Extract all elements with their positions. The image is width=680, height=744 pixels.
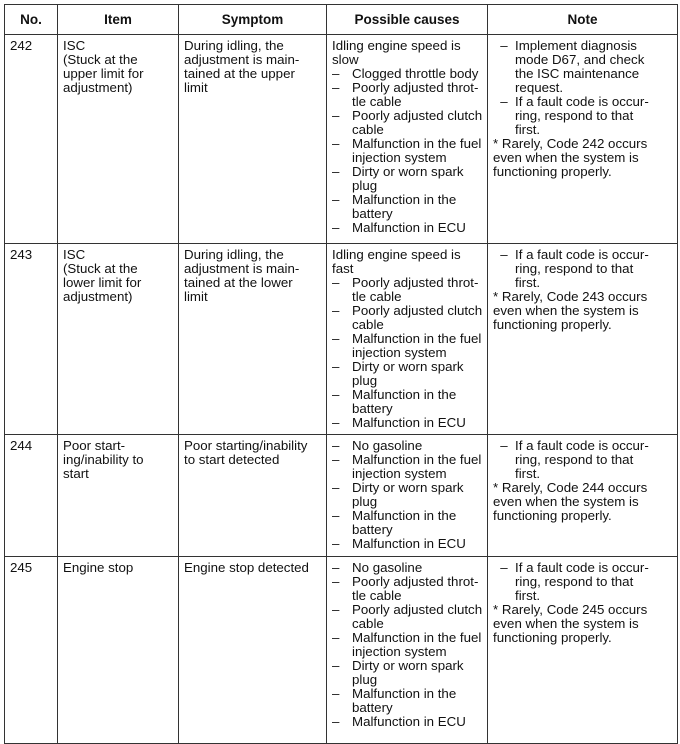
dash-bullet: – <box>500 38 508 53</box>
code-number: 244 <box>5 435 58 557</box>
cause-item <box>332 659 483 687</box>
item-line: Engine stop <box>63 560 134 575</box>
cause-item-line: Malfunction in the fuel <box>352 452 482 467</box>
item-line: adjustment) <box>63 289 133 304</box>
header-possible-causes: Possible causes <box>327 5 488 35</box>
dash-bullet: – <box>500 94 508 109</box>
dash-bullet: – <box>332 164 340 179</box>
cause-item-text <box>352 659 483 687</box>
cause-item-line: Malfunction in ECU <box>352 415 466 430</box>
item-line: lower limit for <box>63 275 142 290</box>
cause-item-line: cable <box>352 616 384 631</box>
dash-bullet: – <box>332 192 340 207</box>
cause-item <box>332 416 483 430</box>
note-item-line: first. <box>515 275 541 290</box>
cause-item-text <box>352 416 483 430</box>
symptom-line: limit <box>184 289 208 304</box>
cause-item-line: No gasoline <box>352 560 423 575</box>
note-cell <box>488 244 678 435</box>
note-star-line: * Rarely, Code 243 occurs <box>493 289 648 304</box>
note-item-line: If a fault code is occur- <box>515 560 649 575</box>
cause-item-line: Malfunction in ECU <box>352 220 466 235</box>
note-item-text <box>515 95 673 137</box>
cause-item <box>332 453 483 481</box>
item-line: ISC <box>63 38 86 53</box>
table-row <box>5 435 678 557</box>
cause-item <box>332 360 483 388</box>
symptom-line: to start detected <box>184 452 280 467</box>
note-item-line: first. <box>515 122 541 137</box>
cause-item-text <box>352 388 483 416</box>
note-star-line: even when the system is <box>493 303 639 318</box>
note-item-line: first. <box>515 466 541 481</box>
header-row <box>5 5 678 35</box>
table-row <box>5 35 678 244</box>
symptom-cell <box>179 244 327 435</box>
symptom-line: tained at the upper <box>184 66 295 81</box>
note-star-line: * Rarely, Code 244 occurs <box>493 480 648 495</box>
cause-item-line: injection system <box>352 150 447 165</box>
cause-item-line: battery <box>352 700 393 715</box>
dash-bullet: – <box>332 658 340 673</box>
cause-item-line: No gasoline <box>352 438 423 453</box>
cause-item-line: Dirty or worn spark <box>352 359 464 374</box>
note-cell <box>488 557 678 744</box>
cause-item <box>332 388 483 416</box>
symptom-cell <box>179 35 327 244</box>
cause-item <box>332 631 483 659</box>
cause-item-line: Dirty or worn spark <box>352 480 464 495</box>
cause-item-text <box>352 561 483 575</box>
note-item-text <box>515 439 673 481</box>
header-no: No. <box>5 5 58 35</box>
note-item-line: ring, respond to that <box>515 574 634 589</box>
cause-item-line: battery <box>352 522 393 537</box>
cause-item-line: Malfunction in the <box>352 192 457 207</box>
cause-item <box>332 221 483 235</box>
dash-bullet: – <box>332 574 340 589</box>
item-line: adjustment) <box>63 80 133 95</box>
causes-lead-line: Idling engine speed is <box>332 38 461 53</box>
symptom-cell <box>179 435 327 557</box>
cause-item-line: injection system <box>352 345 447 360</box>
note-star-line: even when the system is <box>493 150 639 165</box>
cause-item-line: battery <box>352 206 393 221</box>
dash-bullet: – <box>332 602 340 617</box>
cause-item-text <box>352 137 483 165</box>
cause-item <box>332 509 483 537</box>
note-item-line: If a fault code is occur- <box>515 247 649 262</box>
dash-bullet: – <box>332 536 340 551</box>
note-item <box>493 439 673 481</box>
dash-bullet: – <box>332 331 340 346</box>
symptom-cell <box>179 557 327 744</box>
possible-causes-cell <box>327 557 488 744</box>
note-item-text <box>515 39 673 95</box>
cause-item-line: Poorly adjusted clutch <box>352 303 483 318</box>
table-row <box>5 244 678 435</box>
symptom-line: Poor starting/inability <box>184 438 308 453</box>
dash-bullet: – <box>332 387 340 402</box>
cause-item-line: cable <box>352 122 384 137</box>
cause-item <box>332 276 483 304</box>
cause-item-line: Malfunction in ECU <box>352 714 466 729</box>
cause-item-line: Malfunction in the <box>352 387 457 402</box>
dash-bullet: – <box>332 303 340 318</box>
note-star-line: functioning properly. <box>493 630 612 645</box>
dash-bullet: – <box>332 686 340 701</box>
cause-item <box>332 481 483 509</box>
symptom-line: tained at the lower <box>184 275 293 290</box>
cause-item-text <box>352 360 483 388</box>
cause-item-text <box>352 67 483 81</box>
cause-item <box>332 304 483 332</box>
cause-item-line: Poorly adjusted throt- <box>352 80 479 95</box>
cause-item <box>332 575 483 603</box>
cause-item-line: Poorly adjusted clutch <box>352 602 483 617</box>
cause-item-text <box>352 193 483 221</box>
symptom-line: During idling, the <box>184 38 284 53</box>
note-star-line: functioning properly. <box>493 317 612 332</box>
header-item: Item <box>58 5 179 35</box>
note-item <box>493 95 673 137</box>
note-item-text <box>515 248 673 290</box>
cause-item-text <box>352 509 483 537</box>
cause-item-text <box>352 631 483 659</box>
note-star-line: even when the system is <box>493 494 639 509</box>
note-item-line: ring, respond to that <box>515 452 634 467</box>
item-cell <box>58 244 179 435</box>
dash-bullet: – <box>332 630 340 645</box>
note-cell <box>488 35 678 244</box>
cause-item-text <box>352 304 483 332</box>
dash-bullet: – <box>332 66 340 81</box>
possible-causes-cell <box>327 435 488 557</box>
note-item <box>493 39 673 95</box>
dash-bullet: – <box>500 560 508 575</box>
note-item-line: ring, respond to that <box>515 261 634 276</box>
cause-item-line: Poorly adjusted throt- <box>352 275 479 290</box>
cause-item-line: battery <box>352 401 393 416</box>
note-star-line: even when the system is <box>493 616 639 631</box>
possible-causes-cell <box>327 35 488 244</box>
cause-item-text <box>352 276 483 304</box>
symptom-line: Engine stop detected <box>184 560 309 575</box>
cause-item-line: Malfunction in the fuel <box>352 136 482 151</box>
item-line: start <box>63 466 89 481</box>
code-number: 242 <box>5 35 58 244</box>
cause-item-text <box>352 221 483 235</box>
dash-bullet: – <box>332 438 340 453</box>
dash-bullet: – <box>332 560 340 575</box>
cause-item-line: Dirty or worn spark <box>352 658 464 673</box>
cause-item <box>332 715 483 729</box>
dash-bullet: – <box>332 415 340 430</box>
header-note: Note <box>488 5 678 35</box>
cause-item-line: plug <box>352 494 378 509</box>
item-line: ing/inability to <box>63 452 144 467</box>
note-item-line: ring, respond to that <box>515 108 634 123</box>
cause-item-text <box>352 165 483 193</box>
cause-item <box>332 67 483 81</box>
cause-item-line: Malfunction in ECU <box>352 536 466 551</box>
cause-item-line: plug <box>352 373 378 388</box>
cause-item-line: tle cable <box>352 94 402 109</box>
code-number: 245 <box>5 557 58 744</box>
dash-bullet: – <box>332 80 340 95</box>
cause-item-line: Malfunction in the <box>352 686 457 701</box>
cause-item <box>332 687 483 715</box>
item-line: (Stuck at the <box>63 261 138 276</box>
item-cell <box>58 435 179 557</box>
cause-item-line: tle cable <box>352 588 402 603</box>
symptom-line: adjustment is main- <box>184 261 300 276</box>
dash-bullet: – <box>332 480 340 495</box>
cause-item-text <box>352 439 483 453</box>
dash-bullet: – <box>332 108 340 123</box>
cause-item-line: Dirty or worn spark <box>352 164 464 179</box>
cause-item-line: cable <box>352 317 384 332</box>
item-cell <box>58 557 179 744</box>
cause-item-line: injection system <box>352 466 447 481</box>
cause-item-line: injection system <box>352 644 447 659</box>
note-item <box>493 248 673 290</box>
item-line: upper limit for <box>63 66 144 81</box>
item-cell <box>58 35 179 244</box>
symptom-line: limit <box>184 80 208 95</box>
cause-item-text <box>352 715 483 729</box>
cause-item-text <box>352 453 483 481</box>
cause-item-text <box>352 332 483 360</box>
symptom-line: During idling, the <box>184 247 284 262</box>
cause-item <box>332 137 483 165</box>
code-number: 243 <box>5 244 58 435</box>
note-star-line: * Rarely, Code 242 occurs <box>493 136 648 151</box>
cause-item-line: Poorly adjusted clutch <box>352 108 483 123</box>
causes-lead-line: Idling engine speed is <box>332 247 461 262</box>
note-cell <box>488 435 678 557</box>
dash-bullet: – <box>500 247 508 262</box>
cause-item <box>332 561 483 575</box>
note-star-line: functioning properly. <box>493 508 612 523</box>
note-item-line: request. <box>515 80 564 95</box>
cause-item-line: tle cable <box>352 289 402 304</box>
cause-item-line: plug <box>352 672 378 687</box>
cause-item-text <box>352 575 483 603</box>
cause-item-line: Poorly adjusted throt- <box>352 574 479 589</box>
cause-item-line: Malfunction in the <box>352 508 457 523</box>
cause-item-line: Malfunction in the fuel <box>352 331 482 346</box>
note-item-line: the ISC maintenance <box>515 66 640 81</box>
note-star-line: functioning properly. <box>493 164 612 179</box>
note-item-text <box>515 561 673 603</box>
dash-bullet: – <box>332 508 340 523</box>
table-row <box>5 557 678 744</box>
cause-item-line: Malfunction in the fuel <box>352 630 482 645</box>
header-symptom: Symptom <box>179 5 327 35</box>
cause-item <box>332 81 483 109</box>
dash-bullet: – <box>332 136 340 151</box>
note-item-line: If a fault code is occur- <box>515 94 649 109</box>
cause-item-text <box>352 537 483 551</box>
dash-bullet: – <box>332 359 340 374</box>
cause-item <box>332 537 483 551</box>
cause-item-text <box>352 603 483 631</box>
diagnosis-table <box>4 4 678 744</box>
dash-bullet: – <box>332 452 340 467</box>
causes-lead-line: slow <box>332 52 359 67</box>
dash-bullet: – <box>500 438 508 453</box>
cause-item-line: Clogged throttle body <box>352 66 479 81</box>
note-item-line: mode D67, and check <box>515 52 645 67</box>
dash-bullet: – <box>332 275 340 290</box>
symptom-line: adjustment is main- <box>184 52 300 67</box>
cause-item <box>332 193 483 221</box>
note-item <box>493 561 673 603</box>
possible-causes-cell <box>327 244 488 435</box>
note-item-line: Implement diagnosis <box>515 38 637 53</box>
cause-item-text <box>352 81 483 109</box>
cause-item <box>332 165 483 193</box>
cause-item-text <box>352 109 483 137</box>
dash-bullet: – <box>332 220 340 235</box>
dash-bullet: – <box>332 714 340 729</box>
causes-lead-line: fast <box>332 261 354 276</box>
cause-item-text <box>352 481 483 509</box>
cause-item-text <box>352 687 483 715</box>
item-line: Poor start- <box>63 438 126 453</box>
note-item-line: If a fault code is occur- <box>515 438 649 453</box>
item-line: ISC <box>63 247 86 262</box>
note-star-line: * Rarely, Code 245 occurs <box>493 602 648 617</box>
cause-item <box>332 332 483 360</box>
cause-item <box>332 109 483 137</box>
cause-item <box>332 603 483 631</box>
note-item-line: first. <box>515 588 541 603</box>
cause-item-line: plug <box>352 178 378 193</box>
cause-item <box>332 439 483 453</box>
item-line: (Stuck at the <box>63 52 138 67</box>
